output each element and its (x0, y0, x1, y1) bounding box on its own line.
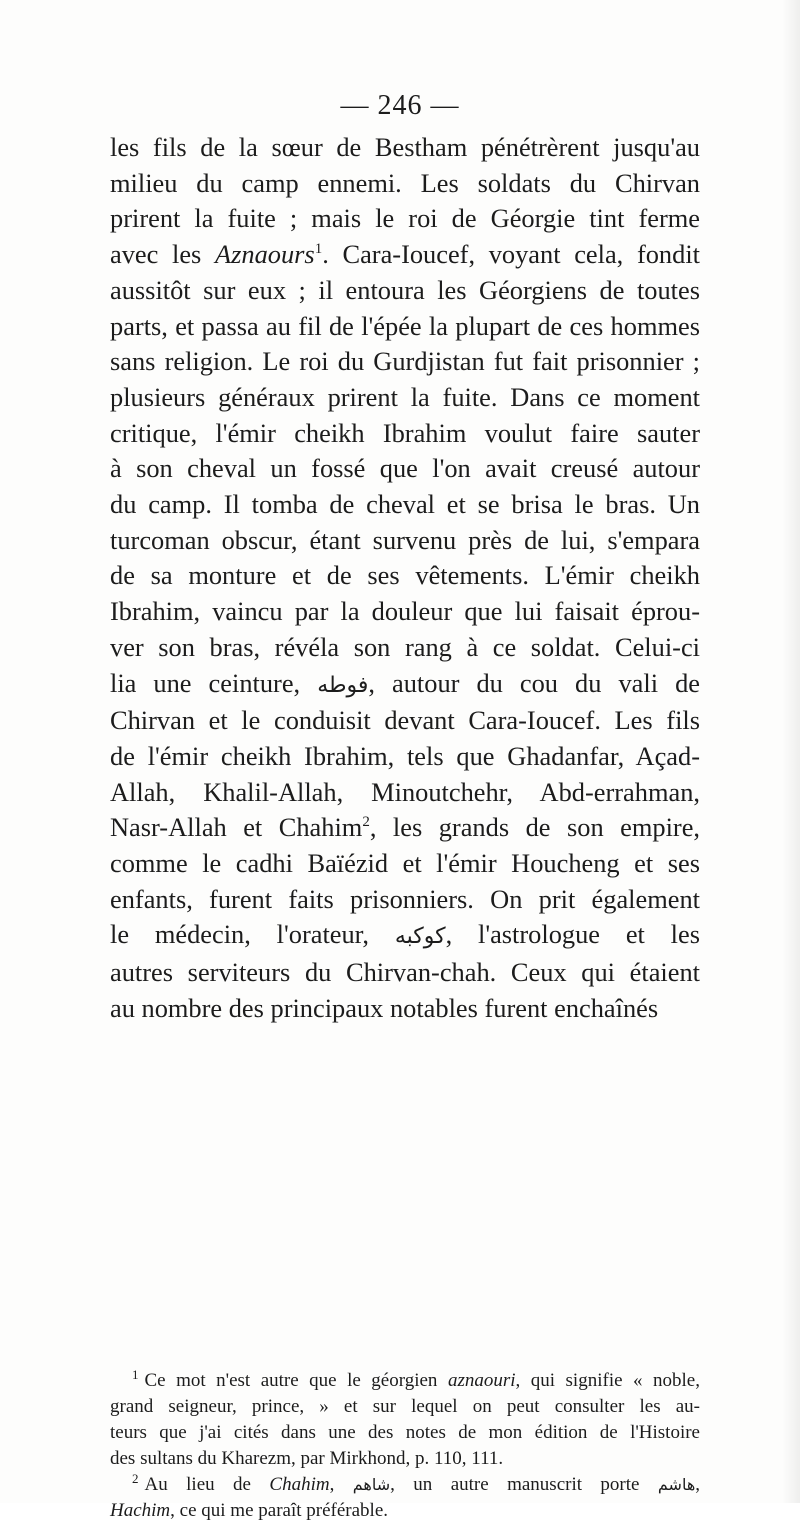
text-segment: , qui signifie « noble, (515, 1370, 700, 1391)
text-segment: , l'astrologue et les (445, 919, 700, 950)
text-segment: , (329, 1474, 353, 1495)
text-line-24: autres serviteurs du Chirvan-chah. Ceux qui étaient (110, 957, 700, 988)
footnote-ref-1: 1 (314, 241, 323, 258)
footnote-2-line-1 (110, 1472, 700, 1498)
text-line-10: à son cheval un fossé que l'on avait creusé autour (110, 453, 700, 484)
main-text (110, 130, 700, 1027)
text-segment: , (695, 1474, 701, 1495)
text-line-20 (110, 810, 700, 846)
text-line-4 (110, 237, 700, 273)
text-segment: lia une ceinture, (110, 667, 318, 698)
text-line-6: parts, et passa au fil de l'épée la plupart de ces hommes (110, 310, 700, 341)
footnote-marker: 1 (132, 1366, 139, 1382)
text-segment: . Cara-Ioucef, voyant cela, fondit (322, 239, 700, 270)
text-line-22: enfants, furent faits prisonniers. On prit également (110, 883, 700, 914)
text-line-7: sans religion. Le roi du Gurdjistan fut fait prisonnier ; (110, 346, 700, 377)
text-line-3: prirent la fuite ; mais le roi de Géorgie tint ferme (110, 203, 700, 234)
text-segment: Nasr-Allah et Chahim (110, 812, 363, 843)
footnote-ref-2: 2 (362, 814, 370, 831)
text-segment: , un autre manuscrit porte (390, 1474, 658, 1495)
term-chahim: Chahim (269, 1474, 330, 1495)
footnote-marker: 2 (132, 1470, 139, 1486)
arabic-word: شاهم (352, 1475, 391, 1494)
text-line-8: plusieurs généraux prirent la fuite. Dans ce moment (110, 381, 700, 412)
arabic-word: هاشم (657, 1475, 696, 1494)
term-aznaours: Aznaours (214, 239, 315, 270)
text-line-17: Chirvan et le conduisit devant Cara-Ioucef. Les fils (110, 705, 700, 736)
text-line-16 (110, 666, 700, 704)
footnote-1-line-4: des sultans du Kharezm, par Mirkhond, p. 110, 111. (110, 1448, 504, 1469)
text-segment: Ce mot n'est autre que le géorgien (144, 1370, 448, 1391)
text-line-19: Allah, Khalil-Allah, Minoutchehr, Abd-errahman, (110, 776, 700, 807)
text-segment: , autour du cou du vali de (368, 667, 700, 698)
arabic-word: كوكبه (394, 924, 446, 950)
text-line-25: au nombre des principaux notables furent enchaînés (110, 992, 659, 1023)
text-line-13: de sa monture et de ses vêtements. L'émir cheikh (110, 560, 700, 591)
text-line-15: ver son bras, révéla son rang à ce soldat. Celui-ci (110, 631, 700, 662)
text-segment: le médecin, l'orateur, (110, 919, 395, 950)
term-aznaouri: aznaouri (447, 1370, 516, 1391)
footnote-1-line-2: grand seigneur, prince, » et sur lequel on peut consulter les au- (110, 1396, 700, 1417)
text-line-23 (110, 917, 700, 955)
text-line-5: aussitôt sur eux ; il entoura les Géorgiens de toutes (110, 274, 700, 305)
text-line-18: de l'émir cheikh Ibrahim, tels que Ghadanfar, Açad- (110, 740, 700, 771)
text-line-11: du camp. Il tomba de cheval et se brisa le bras. Un (110, 489, 700, 520)
text-line-2: milieu du camp ennemi. Les soldats du Chirvan (110, 167, 700, 198)
text-line-12: turcoman obscur, étant survenu près de lui, s'empara (110, 524, 700, 555)
footnote-1-line-1 (110, 1368, 700, 1394)
footnotes (110, 1368, 700, 1524)
term-hachim: Hachim (110, 1500, 171, 1521)
text-segment: , ce qui me paraît préférable. (170, 1500, 389, 1521)
page-number: — 246 — (340, 90, 460, 121)
arabic-word: فوطه (317, 672, 369, 698)
text-line-21: comme le cadhi Baïézid et l'émir Houcheng et ses (110, 848, 700, 879)
page-edge-shadow (782, 0, 800, 1503)
text-segment: avec les (110, 239, 215, 270)
text-line-14: Ibrahim, vaincu par la douleur que lui faisait éprou- (110, 596, 700, 627)
text-line-9: critique, l'émir cheikh Ibrahim voulut faire sauter (110, 417, 700, 448)
text-segment: , les grands de son empire, (369, 812, 701, 843)
text-line-1: les fils de la sœur de Bestham pénétrèrent jusqu'au (110, 132, 700, 162)
footnote-1-line-3: teurs que j'ai cités dans une des notes de mon édition de l'Histoire (110, 1422, 700, 1443)
text-segment: Au lieu de (144, 1474, 270, 1495)
footnote-2-line-2 (110, 1498, 700, 1524)
